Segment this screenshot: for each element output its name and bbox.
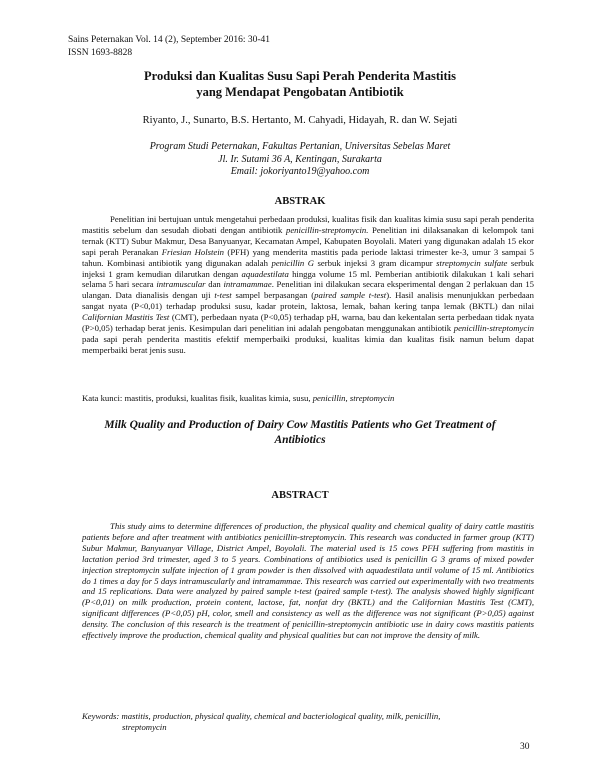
- english-title-line-1: Milk Quality and Production of Dairy Cow Mastitis Patients who Get Treatment of: [104, 419, 496, 431]
- affiliation-email: Email: jokoriyanto19@yahoo.com: [230, 166, 370, 177]
- kata-kunci: Kata kunci: mastitis, produksi, kualitas fisik, kualitas kimia, susu, penicillin, streptomycin: [82, 393, 395, 403]
- english-title-line-2: Antibiotics: [274, 434, 326, 446]
- affiliation-line-1: Program Studi Peternakan, Fakultas Pertanian, Universitas Sebelas Maret: [149, 141, 451, 152]
- affiliation: [68, 141, 532, 179]
- journal-citation: Sains Peternakan Vol. 14 (2), September 2016: 30-41: [68, 35, 271, 45]
- title-line-2: yang Mendapat Pengobatan Antibiotik: [196, 85, 404, 99]
- english-title: [76, 418, 524, 448]
- abstrak-body: [82, 214, 534, 356]
- abstract-body: [82, 521, 534, 641]
- authors: Riyanto, J., Sunarto, B.S. Hertanto, M. Cahyadi, Hidayah, R. dan W. Sejati: [142, 115, 458, 126]
- page-number: 30: [520, 742, 530, 752]
- keywords-line-2: streptomycin: [122, 721, 167, 732]
- abstrak-heading: ABSTRAK: [274, 196, 326, 207]
- paper-title: [68, 68, 532, 100]
- abstrak-paragraph: Penelitian ini bertujuan untuk mengetahui perbedaan produksi, kualitas fisik dan kualitas kimia susu sapi perah penderita mastitis sebelum dan sesudah diobati dengan antibiotik penicillin-streptomycin. Penelitian ini dilaksanakan di kelompok tani ternak (KTT) Subur Makmur, Desa Banyuanyar, Kecamatan Ampel, Kabupaten Boyolali. Materi yang digunakan adalah 15 ekor sapi perah Peranakan Friesian Holstein (PFH) yang menderita mastitis pada periode laktasi trimester ke-3, umur 3 sampai 5 tahun. Kombinasi antibiotik yang digunakan adalah penicillin G serbuk injeksi 3 gram dicampur streptomycin sulfate serbuk injeksi 1 gram kemudian dilarutkan dengan aquadestilata hingga volume 15 ml. Pemberian antibiotik dilakukan 1 kali sehari selama 5 hari secara intramuscular dan intramammae. Penelitian ini dilakukan secara eksperimental dengan 2 perlakuan dan 15 ulangan. Data dianalisis dengan uji t-test sampel berpasangan (paired sample t-test). Hasil analisis menunjukkan perbedaan sangat nyata (P<0,01) terhadap produksi susu, kadar protein, laktosa, lemak, bahan kering tanpa lemak (BKTL) dan nilai Californian Mastitis Test (CMT), perbedaan nyata (P<0,05) terhadap pH, warna, bau dan kekentalan serta perbedaan tidak nyata (P>0,05) terhadap berat jenis. Kesimpulan dari penelitian ini adalah pengobatan menggunakan antibiotik penicillin-streptomycin pada sapi perah penderita mastitis efektif memperbaiki produksi, kualitas kimia dan kualitas fisik namun belum dapat memperbaiki berat jenis susu.: [82, 214, 535, 355]
- title-line-1: Produksi dan Kualitas Susu Sapi Perah Penderita Mastitis: [144, 69, 456, 83]
- keywords: [82, 711, 534, 733]
- keywords-label: Keywords:: [82, 711, 120, 721]
- affiliation-line-2: Jl. Ir. Sutami 36 A, Kentingan, Surakarta: [218, 153, 382, 165]
- abstract-heading: ABSTRACT: [271, 490, 329, 501]
- journal-issn: ISSN 1693-8828: [68, 48, 133, 58]
- keywords-text: mastitis, production, physical quality, chemical and bacteriological quality, milk, penicillin,: [119, 711, 441, 721]
- abstract-paragraph: This study aims to determine differences of production, the physical quality and chemical quality of dairy cattle mastitis patients before and after treatment with antibiotics penicillin-streptomycin. This research was conducted in farmer group (KTT) Subur Makmur, Banyuanyar Village, District Ampel, Boyolali. The material used is 15 cows PFH suffering from mastitis in lactation period 3rd trimester, aged 3 to 5 years. Combinations of antibiotics used is penicillin G 3 grams of mixed powder injection streptomycin sulfate injection of 1 gram powder is then dissolved with aquadestilata until volume of 15 ml. Antibiotics do 1 times a day for 5 days intramuscularly and intramammae. This research was carried out experimentally with two treatments and 15 replications. Data were analyzed by paired sample t-test (paired sample t-test). The analysis showed highly significant (P<0,01) on milk production, protein content, lactose, fat, nonfat dry (BKTL) and the Californian Mastitis Test (CMT), significant differences (P<0,05) pH, color, smell and consistency as well as the difference was not significant (P>0,05) against density. The conclusion of this research is the treatment of penicillin-streptomycin antibiotic use in dairy cows mastitis patients effectively improve the production, chemical quality and physical qualities but can not improve the density of milk.: [82, 521, 534, 641]
- journal-info: [68, 34, 270, 60]
